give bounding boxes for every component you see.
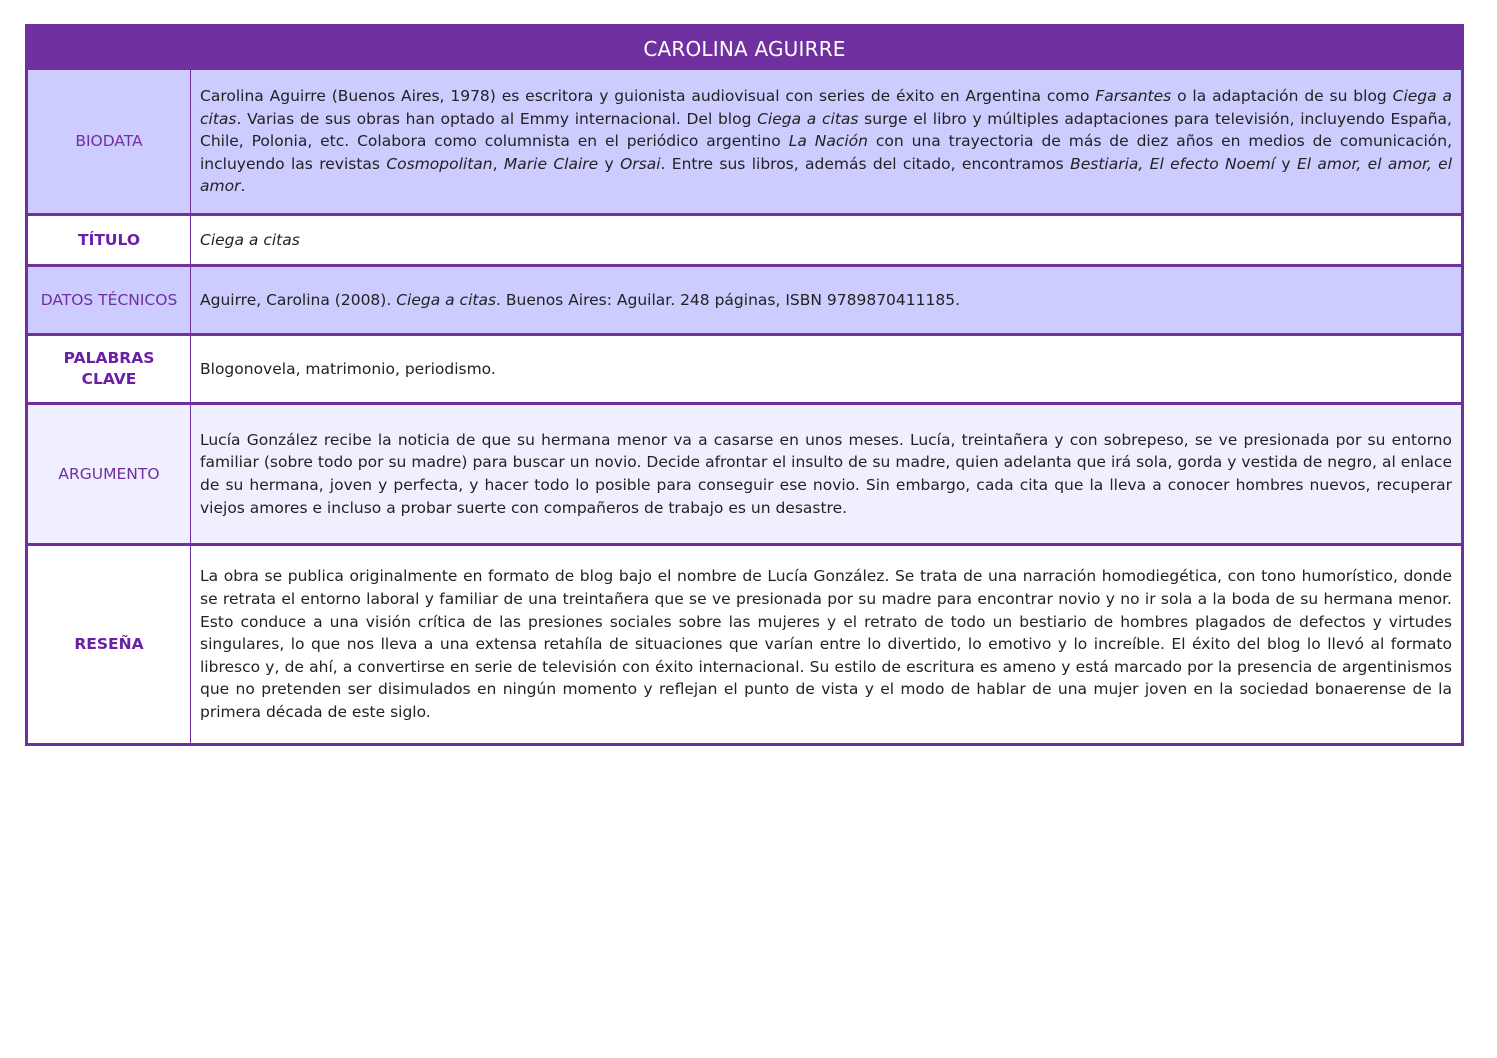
biodata-part: ,	[492, 154, 504, 173]
row-datos-tecnicos	[28, 264, 1461, 333]
datos-text	[191, 267, 1461, 333]
datos-italic: Ciega a citas	[396, 290, 497, 309]
biodata-part: Carolina Aguirre (Buenos Aires, 1978) es escritora y guionista audiovisual con series de éxito en Argentina como	[200, 87, 1096, 106]
row-titulo	[28, 213, 1461, 264]
biodata-italic: Cosmopolitan	[386, 154, 493, 173]
row-resena	[28, 543, 1461, 743]
datos-part: Aguirre, Carolina (2008).	[200, 290, 397, 309]
argumento-text	[191, 405, 1461, 543]
biodata-italic: Bestiaria, El efecto Noemí	[1070, 154, 1276, 173]
argumento-label: ARGUMENTO	[28, 405, 191, 543]
palabras-text	[191, 336, 1461, 402]
row-biodata	[28, 69, 1461, 213]
biodata-part: . Entre sus libros, además del citado, encontramos	[660, 154, 1071, 173]
biodata-part: .	[240, 177, 246, 196]
biodata-text	[191, 70, 1461, 213]
biodata-italic: Ciega a citas	[757, 109, 859, 128]
palabras-value: Blogonovela, matrimonio, periodismo.	[200, 359, 496, 378]
row-argumento	[28, 402, 1461, 543]
resena-value: La obra se publica originalmente en formato de blog bajo el nombre de Lucía González. Se trata de una narración homodiegética, con tono humorístico, donde se retrata el entorno laboral y familiar de una treintañera que se ve presionada por su madre para encontrar novio y no ir sola a la boda de su hermana menor. Esto conduce a una visión crítica de las presiones sociales sobre las mujeres y el retrato de todo un bestiario de hombres plagados de defectos y virtudes singulares, lo que nos lleva a una extensa retahíla de situaciones que varían entre lo divertido, lo emotivo y lo increíble. El éxito del blog lo llevó al formato libresco y, de ahí, a convertirse en serie de televisión con éxito internacional. Su estilo de escritura es ameno y está marcado por la presencia de argentinismos que no pretenden ser disimulados en ningún momento y reflejan el punto de vista y el modo de hablar de una mujer joven en la sociedad bonaerense de la primera década de este siglo.	[200, 567, 1452, 721]
palabras-label: PALABRAS CLAVE	[28, 336, 191, 402]
biodata-part: con una trayectoria de más de diez años en medios de comunicación, incluyendo las revistas	[200, 132, 1452, 173]
biodata-italic: Farsantes	[1095, 87, 1172, 106]
biodata-italic: Ciega a citas	[200, 87, 1452, 128]
biodata-part: surge el libro y múltiples adaptaciones para televisión, incluyendo España, Chile, Polonia, etc. Colabora como columnista en el periódico argentino	[200, 109, 1452, 151]
author-name-title: CAROLINA AGUIRRE	[28, 27, 1461, 69]
datos-label: DATOS TÉCNICOS	[28, 267, 191, 333]
resena-text	[191, 546, 1461, 743]
biodata-part: o la adaptación de su blog	[1171, 87, 1393, 106]
argumento-value: Lucía González recibe la noticia de que su hermana menor va a casarse en unos meses. Lucía, treintañera y con sobrepeso, se ve presionada por su entorno familiar (sobre todo por su madre) para buscar un novio. Decide afrontar el insulto de su madre, quien adelanta que irá sola, gorda y vestida de negro, al enlace de su hermana, joven y perfecta, y hacer todo lo posible para conseguir ese novio. Sin embargo, cada cita que la lleva a conocer hombres nuevos, recuperar viejos amores e incluso a probar suerte con compañeros de trabajo es un desastre.	[200, 430, 1452, 517]
row-palabras-clave	[28, 333, 1461, 402]
biodata-part: y	[1275, 154, 1297, 173]
biodata-italic: Marie Claire	[503, 154, 599, 173]
datos-part: . Buenos Aires: Aguilar. 248 páginas, ISBN 9789870411185.	[496, 290, 961, 309]
biodata-italic: El amor, el amor, el amor	[200, 154, 1453, 196]
biodata-italic: Orsai	[620, 154, 661, 173]
titulo-label: TÍTULO	[28, 216, 191, 264]
titulo-text: Ciega a citas	[200, 230, 300, 249]
titulo-value	[191, 216, 1461, 264]
biodata-italic: La Nación	[788, 132, 868, 151]
biodata-part: y	[598, 154, 621, 173]
author-sheet	[25, 24, 1464, 746]
resena-label: RESEÑA	[28, 546, 191, 743]
biodata-label: BIODATA	[28, 70, 191, 213]
biodata-part: . Varias de sus obras han optado al Emmy internacional. Del blog	[236, 109, 758, 128]
